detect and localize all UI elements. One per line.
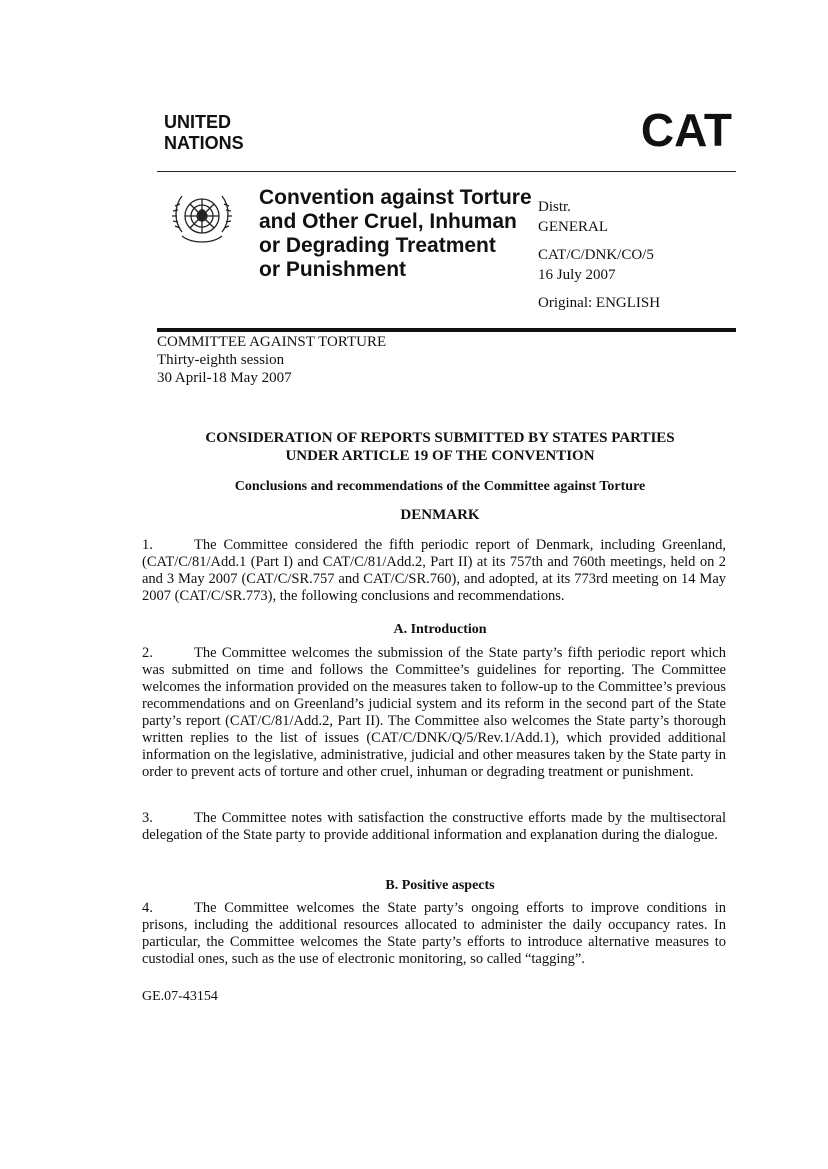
paragraph-text: The Committee considered the fifth periodic report of Denmark, including Greenland, (CAT/C/81/Add.1 (Part I) and CAT/C/81/Add.2, Part II) at its 757th and 760th meetings, held on 2 and 3 May 2007 (CAT/C/SR.757 and CAT/C/SR.760), and adopted, at its 773rd meeting on 14 May 2007 (CAT/C/SR.773), the following conclusions and recommendations. — [142, 537, 726, 604]
distribution-block — [538, 197, 660, 313]
document-date: 16 July 2007 — [538, 267, 616, 283]
committee-name: COMMITTEE AGAINST TORTURE — [157, 334, 387, 350]
convention-title-line: and Other Cruel, Inhuman — [259, 210, 517, 233]
job-number: GE.07-43154 — [142, 989, 218, 1004]
document-title-line2: UNDER ARTICLE 19 OF THE CONVENTION — [285, 448, 595, 464]
document-title-line1: CONSIDERATION OF REPORTS SUBMITTED BY STATES PARTIES — [205, 430, 675, 446]
paragraph-number: 3. — [142, 810, 153, 826]
convention-title-line: or Degrading Treatment — [259, 234, 496, 257]
paragraph-2 — [142, 645, 726, 781]
document-subtitle: Conclusions and recommendations of the Committee against Torture — [234, 479, 646, 494]
convention-title-line: Convention against Torture — [259, 186, 532, 209]
section-heading-introduction: A. Introduction — [393, 622, 487, 637]
committee-info — [157, 333, 386, 387]
convention-title-line: or Punishment — [259, 258, 407, 281]
paragraph-number: 4. — [142, 900, 153, 916]
un-emblem-icon — [168, 186, 236, 252]
convention-title — [259, 186, 532, 282]
distr-label: Distr. — [538, 199, 571, 215]
paragraph-3 — [142, 810, 726, 844]
document-code: CAT — [640, 104, 732, 156]
org-name-line2: NATIONS — [164, 133, 244, 153]
paragraph-text: The Committee notes with satisfaction the constructive efforts made by the multisectoral delegation of the State party to provide additional information and explanation during the dialogue. — [142, 810, 726, 843]
committee-dates: 30 April-18 May 2007 — [157, 370, 292, 386]
paragraph-text: The Committee welcomes the State party’s ongoing efforts to improve conditions in prisons, including the additional resources allocated to administer the daily occupancy rates. In particular, the Committee welcomes the State party’s efforts to introduce alternative measures to custodial ones, such as the use of electronic monitoring, so called “tagging”. — [142, 900, 726, 967]
section-heading-positive-aspects: B. Positive aspects — [385, 878, 495, 893]
original-language: Original: ENGLISH — [538, 295, 661, 311]
paragraph-number: 2. — [142, 645, 153, 661]
document-symbol: CAT/C/DNK/CO/5 — [538, 247, 654, 263]
paragraph-4 — [142, 900, 726, 968]
paragraph-number: 1. — [142, 537, 153, 553]
committee-rule — [157, 328, 736, 332]
org-name-line1: UNITED — [164, 112, 231, 132]
distr-general: GENERAL — [538, 219, 608, 235]
country-heading: DENMARK — [400, 507, 480, 523]
header-rule — [157, 171, 736, 172]
paragraph-text: The Committee welcomes the submission of the State party’s fifth periodic report which was submitted on time and follows the Committee’s guidelines for reporting. The Committee welcomes the information provided on the measures taken to follow-up to the Committee’s previous recommendations and on Greenland’s judicial system and its reform in the second part of the State party’s report (CAT/C/81/Add.2, Part II). The Committee also welcomes the State party’s thorough written replies to the list of issues (CAT/C/DNK/Q/5/Rev.1/Add.1), which provided additional information on the legislative, administrative, judicial and other measures taken by the State party in order to prevent acts of torture and other cruel, inhuman or degrading treatment or punishment. — [142, 645, 726, 780]
committee-session: Thirty-eighth session — [157, 352, 285, 368]
document-title — [140, 429, 740, 465]
paragraph-1 — [142, 537, 726, 605]
org-name — [164, 112, 244, 154]
